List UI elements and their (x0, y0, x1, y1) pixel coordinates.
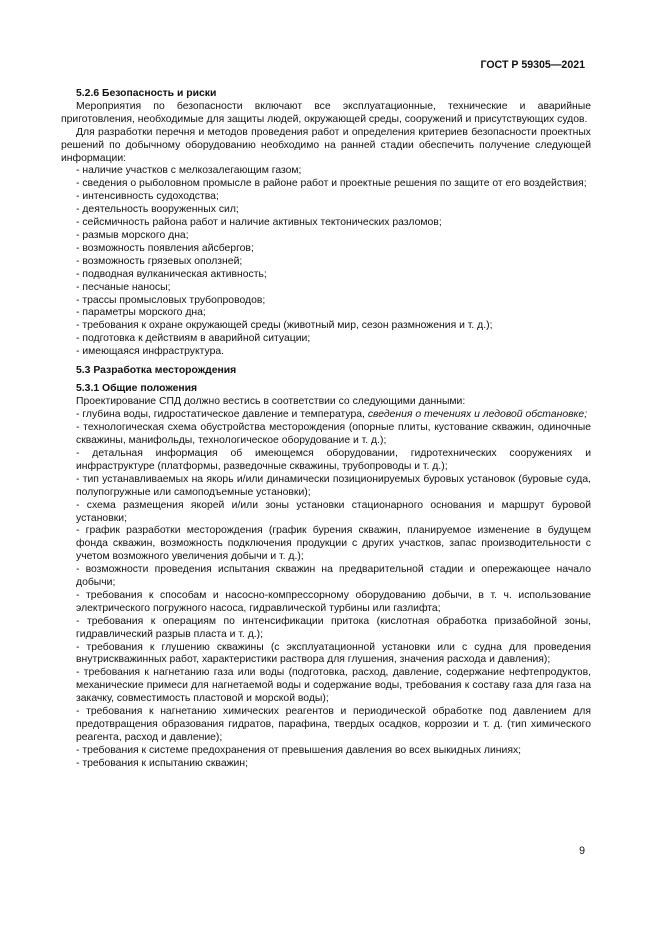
list-item: - параметры морского дна; (76, 307, 206, 319)
list-item (61, 409, 591, 422)
list-item-text: - глубина воды, гидростатическое давление и температура, (76, 409, 368, 421)
paragraph: Мероприятия по безопасности включают все эксплуатационные, технические и аварийные приготовления, необходимые для защиты людей, окружающей среды, сооружений и присутствующих судов. (61, 100, 591, 125)
page-number: 9 (579, 845, 585, 857)
list-item: - песчаные наносы; (76, 281, 171, 293)
section-heading-5-3: 5.3 Разработка месторождения (76, 364, 237, 376)
list-item: - схема размещения якорей и/или зоны установки стационарного основания и маршрут буровой установки; (76, 499, 591, 524)
list-item: - размыв морского дна; (76, 229, 189, 241)
section-heading-5-3-1: 5.3.1 Общие положения (76, 383, 198, 395)
list-item: - технологическая схема обустройства месторождения (опорные плиты, кустование скважин, одиночные скважины, манифольды, технологическое оборудование и т. д.); (76, 422, 591, 447)
list-item: - требования к нагнетанию газа или воды (подготовка, расход, давление, содержание нефтепродуктов, механические примеси для нагнетаемой воды и содержание воды, требования к составу газа для газа на закачку, совместимость пластовой и морской воды); (76, 667, 591, 705)
list-item: - подготовка к действиям в аварийной ситуации; (76, 333, 311, 345)
list-item: - имеющаяся инфраструктура. (76, 346, 225, 358)
list-item: - требования к нагнетанию химических реагентов и периодической обработке под давлением для предотвращения образования гидратов, парафина, твердых осадков, коррозии и т. д. (тип химического реагента, расход и давление); (76, 706, 591, 743)
list-item: - детальная информация об имеющемся оборудовании, гидротехнических сооружениях и инфраструктуре (платформы, разведочные скважины, трубопроводы и т. д.); (76, 447, 591, 472)
paragraph: Для разработки перечня и методов проведения работ и определения критериев безопасности проектных решений по добычному оборудованию необходимо на ранней стадии обеспечить получение следующей информации: (61, 126, 591, 164)
list-5-2-6 (61, 165, 591, 359)
list-item: - требования к системе предохранения от превышения давления во всех выкидных линиях; (76, 744, 522, 756)
list-item: - график разработки месторождения (график бурения скважин, планируемое изменение в будущем фонда скважин, возможность подключения продукции с других участков, запас производительности с учетом возможного увеличения добычи и т. д.); (76, 525, 591, 563)
list-item: - наличие участков с мелкозалегающим газом; (76, 165, 302, 177)
list-item: - сейсмичность района работ и наличие активных тектонических разломов; (76, 217, 442, 229)
list-item-italic-text: сведения о течениях и ледовой обстановке; (367, 409, 588, 421)
list-item: - требования к операциям по интенсификации притока (кислотная обработка призабойной зоны, гидравлический разрыв пласта и т. д.); (76, 615, 591, 640)
list-item: - подводная вулканическая активность; (76, 268, 267, 280)
list-item: - требования к охране окружающей среды (животный мир, сезон размножения и т. д.); (76, 320, 493, 332)
list-item: - интенсивность судоходства; (76, 191, 219, 203)
list-item: - тип устанавливаемых на якорь и/или динамически позиционируемых буровых установок (буровые суда, полупогружные или самоподъемные установки); (76, 473, 591, 498)
section-heading-5-2-6: 5.2.6 Безопасность и риски (76, 88, 217, 99)
paragraph: Проектирование СПД должно вестись в соответствии со следующими данными: (76, 396, 466, 408)
list-item: - требования к глушению скважины (с эксплуатационной установки или с судна для проведения внутрискважинных работ, характеристики раствора для глушения, значения расхода и давления); (76, 641, 591, 666)
standard-designation: ГОСТ Р 59305—2021 (480, 59, 585, 71)
list-item: - сведения о рыболовном промысле в районе работ и проектные решения по защите от его воздействия; (76, 178, 587, 190)
list-item: - возможность появления айсбергов; (76, 242, 254, 254)
list-5-3-1 (61, 409, 591, 770)
list-item: - трассы промысловых трубопроводов; (76, 294, 266, 306)
list-item: - возможности проведения испытания скважин на предварительной стадии и опережающее начало добычи; (76, 564, 591, 589)
list-item: - требования к способам и насосно-компрессорному оборудованию добычи, в т. ч. использование электрического погружного насоса, гидравлической турбины или газлифта; (76, 589, 591, 614)
document-body (61, 88, 591, 771)
list-item: - возможность грязевых оползней; (76, 255, 243, 267)
list-item: - требования к испытанию скважин; (76, 757, 248, 769)
list-item: - деятельность вооруженных сил; (76, 204, 239, 216)
